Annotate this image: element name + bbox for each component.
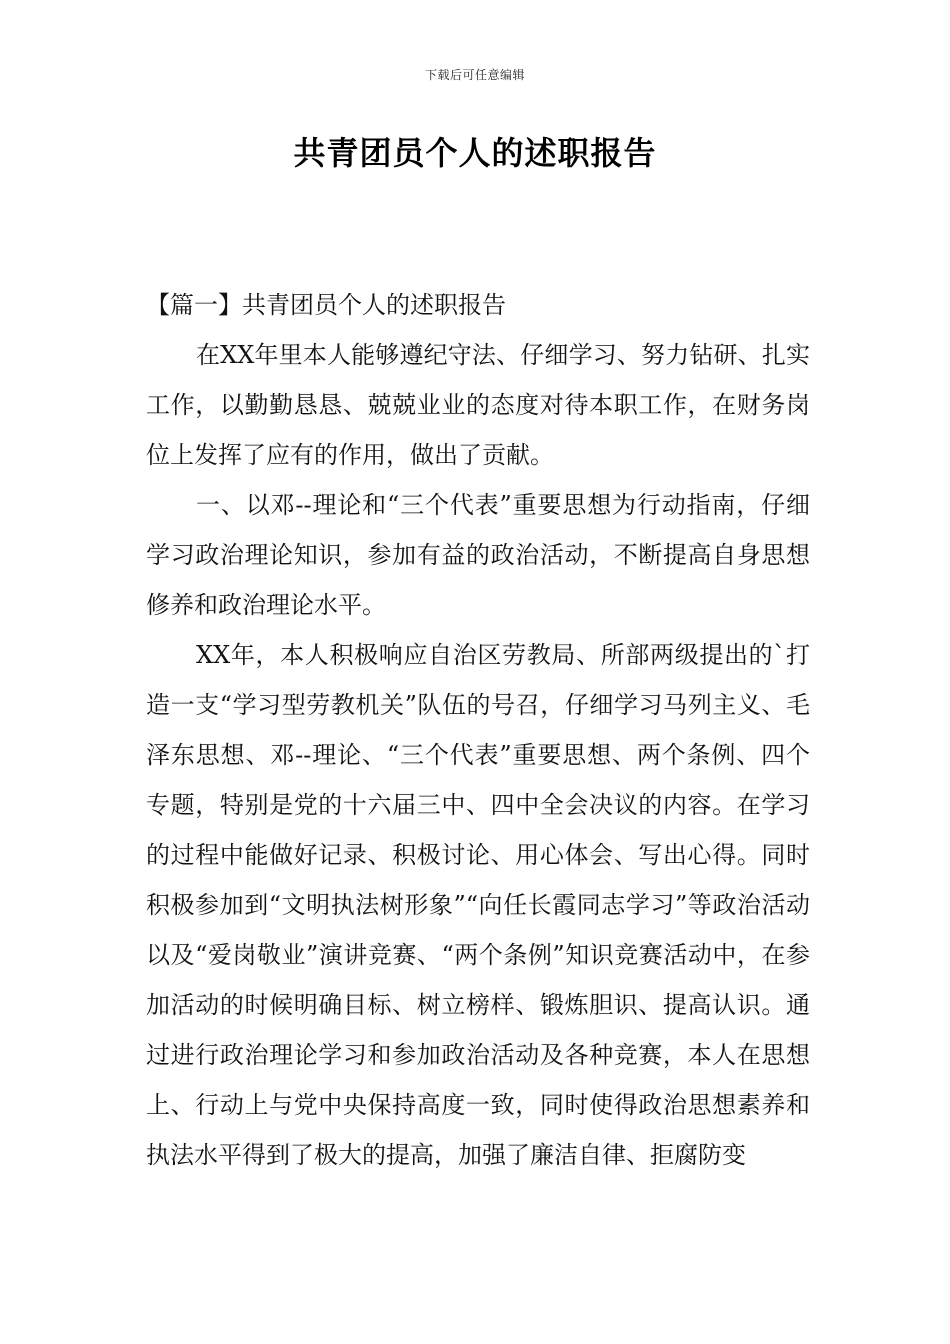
paragraph-2: 一、以邓--理论和“三个代表”重要思想为行动指南，仔细学习政治理论知识，参加有益的政治活动，不断提高自身思想修养和政治理论水平。 xyxy=(146,491,810,619)
document-title: 共青团员个人的述职报告 xyxy=(293,134,657,172)
section-heading: 【篇一】共青团员个人的述职报告 xyxy=(146,291,506,319)
paragraph-1: 在XX年里本人能够遵纪守法、仔细学习、努力钻研、扎实工作，以勤勤恳恳、兢兢业业的态度对待本职工作，在财务岗位上发挥了应有的作用，做出了贡献。 xyxy=(146,341,810,469)
paragraph-3: XX年，本人积极响应自治区劳教局、所部两级提出的`打造一支“学习型劳教机关”队伍的号召，仔细学习马列主义、毛泽东思想、邓--理论、“三个代表”重要思想、两个条例、四个专题，特别是党的十六届三中、四中全会决议的内容。在学习的过程中能做好记录、积极讨论、用心体会、写出心得。同时积极参加到“文明执法树形象”“向任长霞同志学习”等政治活动以及“爱岗敬业”演讲竞赛、“两个条例”知识竞赛活动中，在参加活动的时候明确目标、树立榜样、锻炼胆识、提高认识。通过进行政治理论学习和参加政治活动及各种竞赛，本人在思想上、行动上与党中央保持高度一致，同时使得政治思想素养和执法水平得到了极大的提高，加强了廉洁自律、拒腐防变 xyxy=(146,641,810,1169)
header-note: 下载后可任意编辑 xyxy=(424,68,525,82)
document-body xyxy=(146,280,810,1180)
